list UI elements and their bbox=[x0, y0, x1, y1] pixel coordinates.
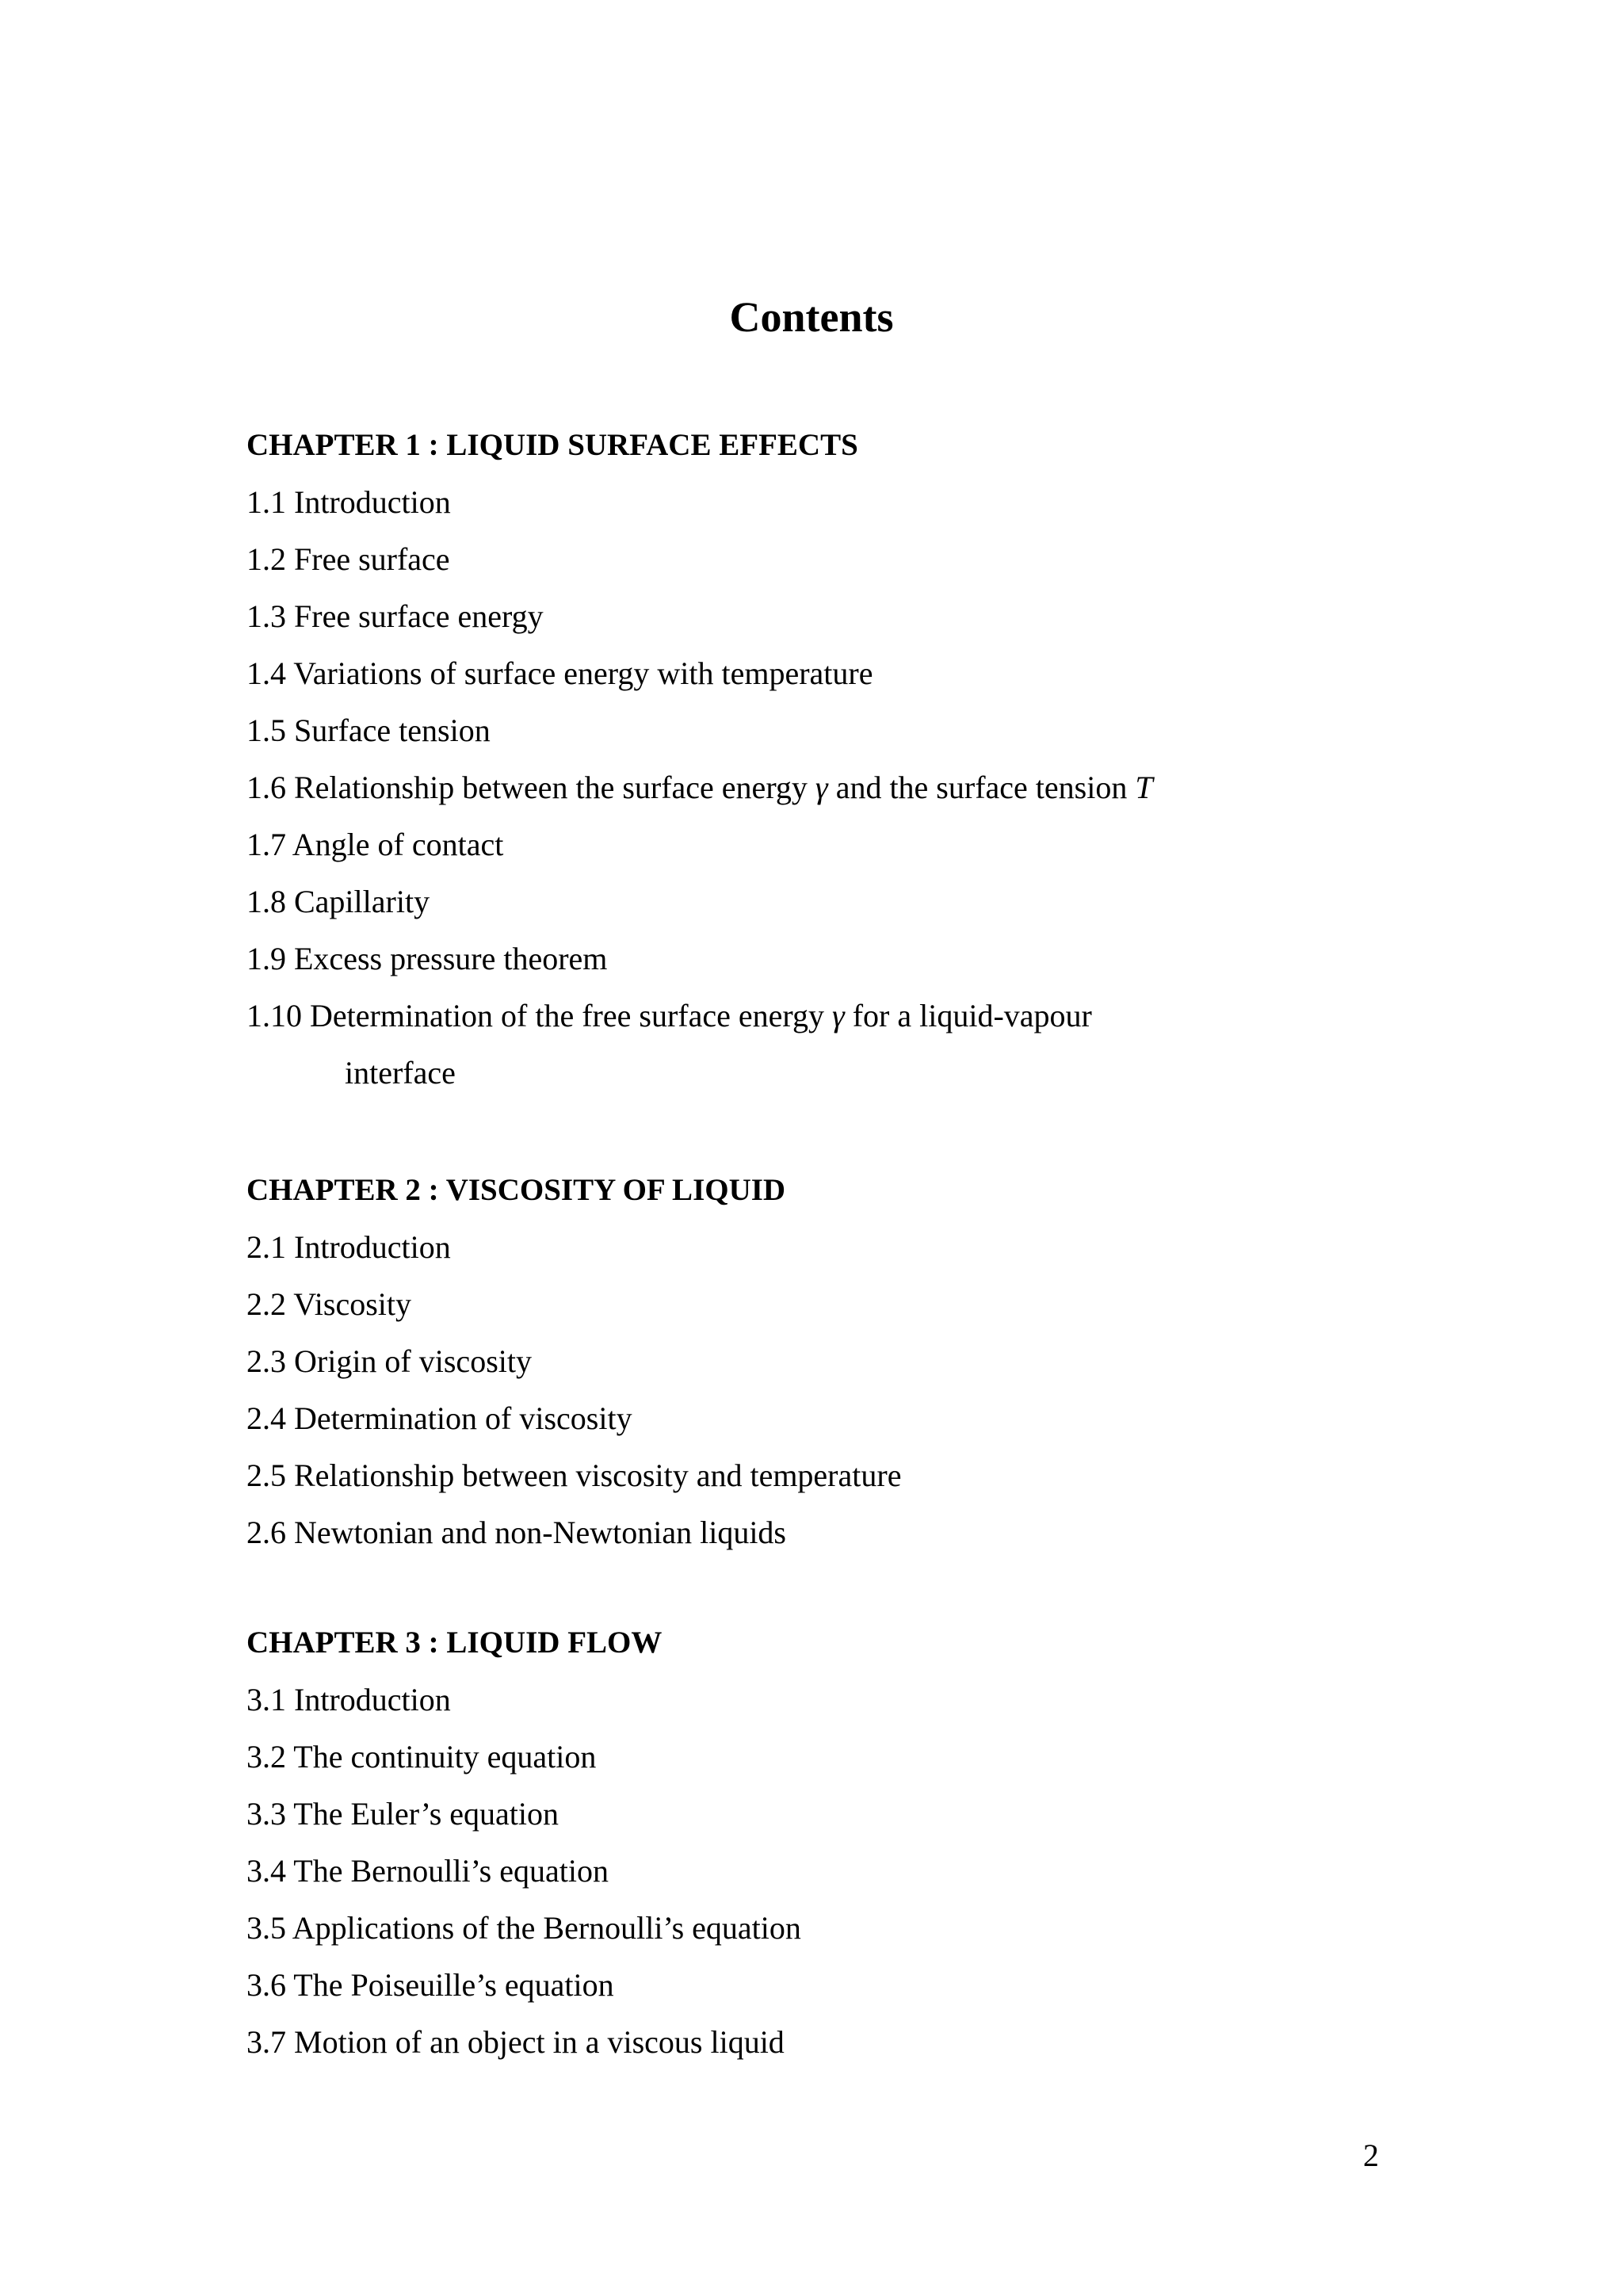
entry-title: Free surface energy bbox=[294, 598, 544, 634]
entry-number: 1.1 bbox=[246, 484, 286, 520]
toc-entry bbox=[246, 1957, 801, 2014]
toc-entry-continuation: interface bbox=[345, 1055, 456, 1091]
toc-entry bbox=[246, 1729, 801, 1786]
entry-number: 2.4 bbox=[246, 1400, 286, 1436]
page-number: 2 bbox=[1363, 2137, 1379, 2173]
entry-title-part: Relationship between the surface energy bbox=[294, 770, 815, 805]
gamma-symbol: γ bbox=[831, 998, 845, 1033]
toc-entry bbox=[246, 474, 1153, 531]
toc-entry bbox=[246, 531, 1153, 588]
entry-number: 1.2 bbox=[246, 541, 286, 577]
toc-entry bbox=[246, 645, 1153, 702]
entry-title: Variations of surface energy with temperature bbox=[293, 655, 873, 691]
entry-number: 1.9 bbox=[246, 941, 286, 976]
toc-entry bbox=[246, 1504, 901, 1561]
gamma-symbol: γ bbox=[815, 770, 828, 805]
entry-number: 2.5 bbox=[246, 1457, 286, 1493]
entry-title: Free surface bbox=[294, 541, 450, 577]
entry-title: The Euler’s equation bbox=[293, 1796, 559, 1832]
toc-entry bbox=[246, 1900, 801, 1957]
toc-entry bbox=[246, 930, 1153, 988]
toc-entry bbox=[246, 1671, 801, 1729]
entry-number: 1.5 bbox=[246, 712, 286, 748]
toc-entry bbox=[246, 1333, 901, 1390]
entry-title-part: and the surface tension bbox=[827, 770, 1136, 805]
entry-title: Origin of viscosity bbox=[294, 1343, 532, 1379]
toc-entry bbox=[246, 702, 1153, 759]
toc-entry bbox=[246, 1786, 801, 1843]
toc-entry bbox=[246, 1843, 801, 1900]
entry-title: Angle of contact bbox=[292, 827, 504, 862]
entry-title: Viscosity bbox=[293, 1286, 411, 1322]
entry-title: Excess pressure theorem bbox=[294, 941, 608, 976]
entry-number: 3.4 bbox=[246, 1853, 286, 1889]
chapter-3-section bbox=[246, 1614, 801, 2071]
toc-entry bbox=[246, 759, 1153, 816]
entry-title: Relationship between viscosity and temperature bbox=[294, 1457, 902, 1493]
entry-title-part: Determination of the free surface energy bbox=[310, 998, 832, 1033]
entry-number: 3.2 bbox=[246, 1739, 286, 1775]
chapter-1-section bbox=[246, 417, 1153, 1102]
tension-symbol: T bbox=[1135, 770, 1153, 805]
entry-number: 3.7 bbox=[246, 2024, 286, 2060]
entry-number: 1.6 bbox=[246, 770, 286, 805]
entry-title: Introduction bbox=[294, 484, 451, 520]
entry-title: Applications of the Bernoulli’s equation bbox=[292, 1910, 801, 1946]
entry-title: The Bernoulli’s equation bbox=[293, 1853, 609, 1889]
entry-title: Surface tension bbox=[294, 712, 491, 748]
toc-entry bbox=[246, 988, 1153, 1045]
entry-number: 2.1 bbox=[246, 1229, 286, 1265]
entry-title: Determination of viscosity bbox=[294, 1400, 632, 1436]
toc-entry bbox=[246, 588, 1153, 645]
page-title: Contents bbox=[729, 293, 894, 341]
toc-entry bbox=[246, 1447, 901, 1504]
entry-number: 1.4 bbox=[246, 655, 286, 691]
entry-title: Introduction bbox=[294, 1229, 451, 1265]
toc-entry bbox=[246, 2014, 801, 2071]
entry-number: 3.1 bbox=[246, 1682, 286, 1717]
chapter-heading: CHAPTER 3 : LIQUID FLOW bbox=[246, 1626, 663, 1660]
entry-title: Introduction bbox=[294, 1682, 451, 1717]
entry-number: 2.3 bbox=[246, 1343, 286, 1379]
toc-entry bbox=[246, 1219, 901, 1276]
chapter-2-section bbox=[246, 1162, 901, 1561]
entry-title: The Poiseuille’s equation bbox=[293, 1967, 614, 2003]
toc-entry bbox=[246, 1390, 901, 1447]
entry-number: 3.5 bbox=[246, 1910, 286, 1946]
toc-entry bbox=[246, 816, 1153, 873]
entry-number: 2.6 bbox=[246, 1515, 286, 1550]
entry-number: 1.7 bbox=[246, 827, 286, 862]
entry-number: 3.3 bbox=[246, 1796, 286, 1832]
entry-number: 3.6 bbox=[246, 1967, 286, 2003]
entry-title: The continuity equation bbox=[293, 1739, 597, 1775]
entry-number: 1.10 bbox=[246, 998, 302, 1033]
entry-title: Capillarity bbox=[294, 884, 430, 919]
chapter-heading: CHAPTER 1 : LIQUID SURFACE EFFECTS bbox=[246, 428, 858, 462]
entry-title: Newtonian and non-Newtonian liquids bbox=[294, 1515, 786, 1550]
entry-title: Motion of an object in a viscous liquid bbox=[294, 2024, 785, 2060]
entry-number: 1.3 bbox=[246, 598, 286, 634]
chapter-heading: CHAPTER 2 : VISCOSITY OF LIQUID bbox=[246, 1173, 786, 1207]
entry-title-part: for a liquid-vapour bbox=[844, 998, 1092, 1033]
toc-entry bbox=[246, 873, 1153, 930]
toc-entry bbox=[246, 1276, 901, 1333]
entry-number: 2.2 bbox=[246, 1286, 286, 1322]
entry-number: 1.8 bbox=[246, 884, 286, 919]
